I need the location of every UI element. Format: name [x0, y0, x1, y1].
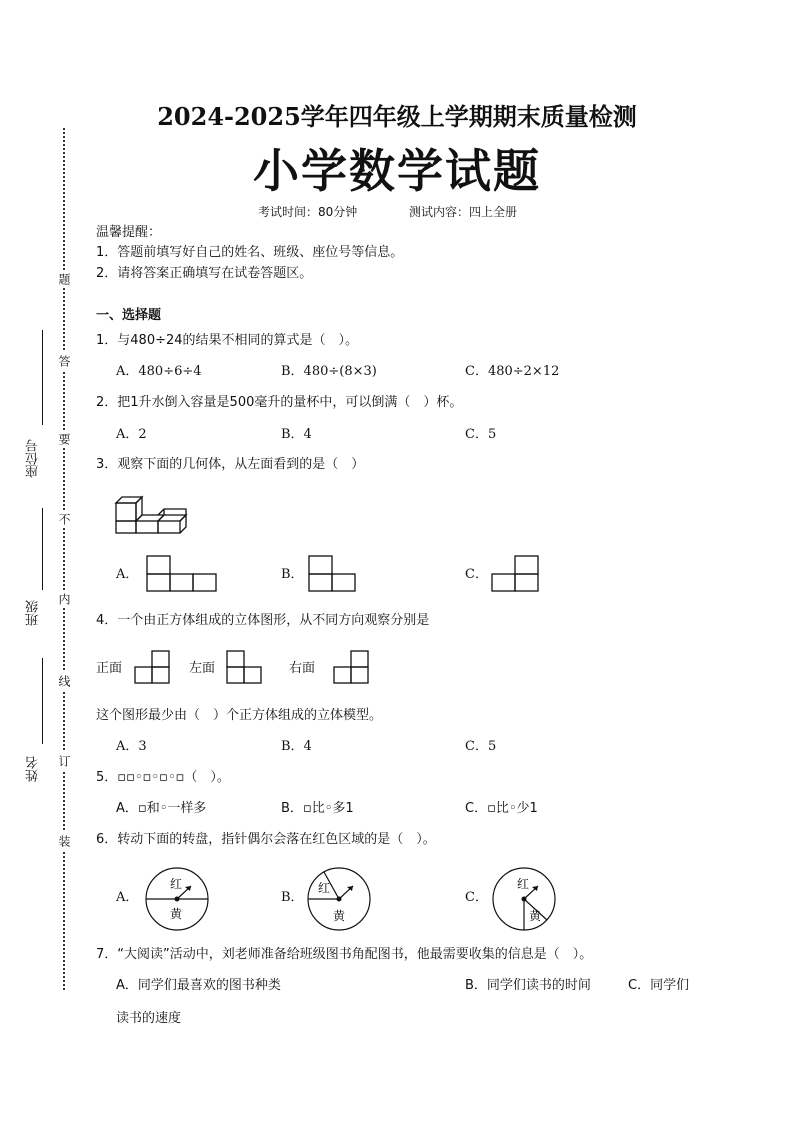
question-4-right-view — [333, 650, 371, 686]
question-6-stem: 6．转动下面的转盘，指针偶尔会落在红色区域的是（ ）。 — [96, 832, 436, 847]
question-1-option-c[interactable]: C．480÷2×12 — [465, 364, 560, 379]
question-4-front-view — [134, 650, 172, 686]
question-3-option-b-view[interactable] — [308, 555, 358, 593]
margin-word-da: 答 — [57, 352, 73, 370]
question-2-stem: 2．把1升水倒入容量是500毫升的量杯中，可以倒满（ ）杯。 — [96, 395, 463, 410]
notice-item: 2．请将答案正确填写在试卷答题区。 — [96, 266, 313, 281]
notice-title: 温馨提醒： — [96, 225, 162, 240]
question-4-front-label: 正面 — [96, 661, 123, 676]
question-4-option-a[interactable]: A．3 — [116, 739, 147, 754]
question-3-solid-figure — [114, 493, 192, 535]
question-4-option-b[interactable]: B．4 — [281, 739, 312, 754]
seat-label: 座位号 — [26, 439, 41, 478]
name-label: 姓名 — [26, 756, 41, 782]
question-6-spinner-b[interactable] — [306, 866, 372, 932]
question-5-option-b[interactable]: B．▫比◦多1 — [281, 801, 354, 816]
question-3-option-b[interactable]: B． — [281, 567, 304, 582]
margin-word-nei: 内 — [57, 590, 73, 608]
spinner-c-yellow-label: 黄 — [529, 909, 542, 923]
question-4-left-label: 左面 — [189, 661, 216, 676]
question-6-option-a[interactable]: A． — [116, 890, 139, 905]
question-3-stem: 3．观察下面的几何体，从左面看到的是（ ） — [96, 457, 365, 472]
name-fill-line[interactable] — [42, 658, 43, 744]
seat-fill-line[interactable] — [42, 330, 43, 425]
spinner-a-yellow-label: 黄 — [170, 907, 183, 921]
class-fill-line[interactable] — [42, 508, 43, 590]
exam-time: 考试时间：80分钟 — [258, 205, 358, 219]
question-6-option-c[interactable]: C． — [465, 890, 488, 905]
margin-word-ti: 题 — [57, 270, 73, 288]
exam-year-title: 2024-2025学年四年级上学期期末质量检测 — [157, 102, 637, 131]
question-3-option-c[interactable]: C． — [465, 567, 488, 582]
binding-dotted-line — [63, 128, 65, 990]
question-7-option-a[interactable]: A．同学们最喜欢的图书种类 — [116, 978, 281, 993]
spinner-a-red-label: 红 — [170, 877, 183, 891]
question-3-option-a-view[interactable] — [146, 555, 218, 593]
question-1-option-b[interactable]: B．480÷(8×3) — [281, 364, 377, 379]
question-5-option-c[interactable]: C．▫比◦少1 — [465, 801, 538, 816]
section-title: 一、选择题 — [96, 308, 162, 323]
question-5-option-a[interactable]: A．▫和◦一样多 — [116, 801, 207, 816]
question-1-option-a[interactable]: A．480÷6÷4 — [116, 364, 202, 379]
question-2-option-a[interactable]: A．2 — [116, 427, 147, 442]
question-5-stem: 5．▫▫◦▫◦▫◦▫（ ）。 — [96, 770, 230, 785]
question-4-option-c[interactable]: C．5 — [465, 739, 497, 754]
question-4-right-label: 右面 — [289, 661, 316, 676]
spinner-b-red-label: 红 — [318, 881, 331, 895]
question-2-option-c[interactable]: C．5 — [465, 427, 497, 442]
question-4-left-view — [226, 650, 264, 686]
margin-word-zhuang: 装 — [57, 832, 73, 850]
question-7-option-c[interactable]: C．同学们 — [628, 978, 690, 993]
question-6-option-b[interactable]: B． — [281, 890, 304, 905]
question-7-stem: 7．“大阅读”活动中，刘老师准备给班级图书角配图书，他最需要收集的信息是（ ）。 — [96, 947, 593, 962]
exam-main-title: 小学数学试题 — [253, 144, 541, 198]
question-6-spinner-a[interactable] — [144, 866, 210, 932]
spinner-b-yellow-label: 黄 — [333, 909, 346, 923]
class-label: 班级 — [26, 600, 41, 626]
exam-content: 测试内容：四上全册 — [409, 205, 518, 219]
margin-word-ding: 订 — [57, 752, 73, 770]
question-4-stem: 4．一个由正方体组成的立体图形，从不同方向观察分别是 — [96, 613, 430, 628]
question-4-follow-text: 这个图形最少由（ ）个正方体组成的立体模型。 — [96, 708, 383, 723]
question-1-stem: 1．与480÷24的结果不相同的算式是（ ）。 — [96, 333, 359, 348]
notice-item: 1．答题前填写好自己的姓名、班级、座位号等信息。 — [96, 245, 404, 260]
question-7-option-b[interactable]: B．同学们读书的时间 — [465, 978, 591, 993]
spinner-c-red-label: 红 — [517, 877, 530, 891]
margin-word-xian: 线 — [57, 672, 73, 690]
question-3-option-a[interactable]: A． — [116, 567, 139, 582]
question-2-option-b[interactable]: B．4 — [281, 427, 312, 442]
question-3-option-c-view[interactable] — [491, 555, 541, 593]
question-6-spinner-c[interactable] — [491, 866, 557, 932]
question-7-option-c-wrap: 读书的速度 — [116, 1011, 182, 1026]
margin-word-yao: 要 — [57, 430, 73, 448]
margin-word-bu: 不 — [57, 510, 73, 528]
